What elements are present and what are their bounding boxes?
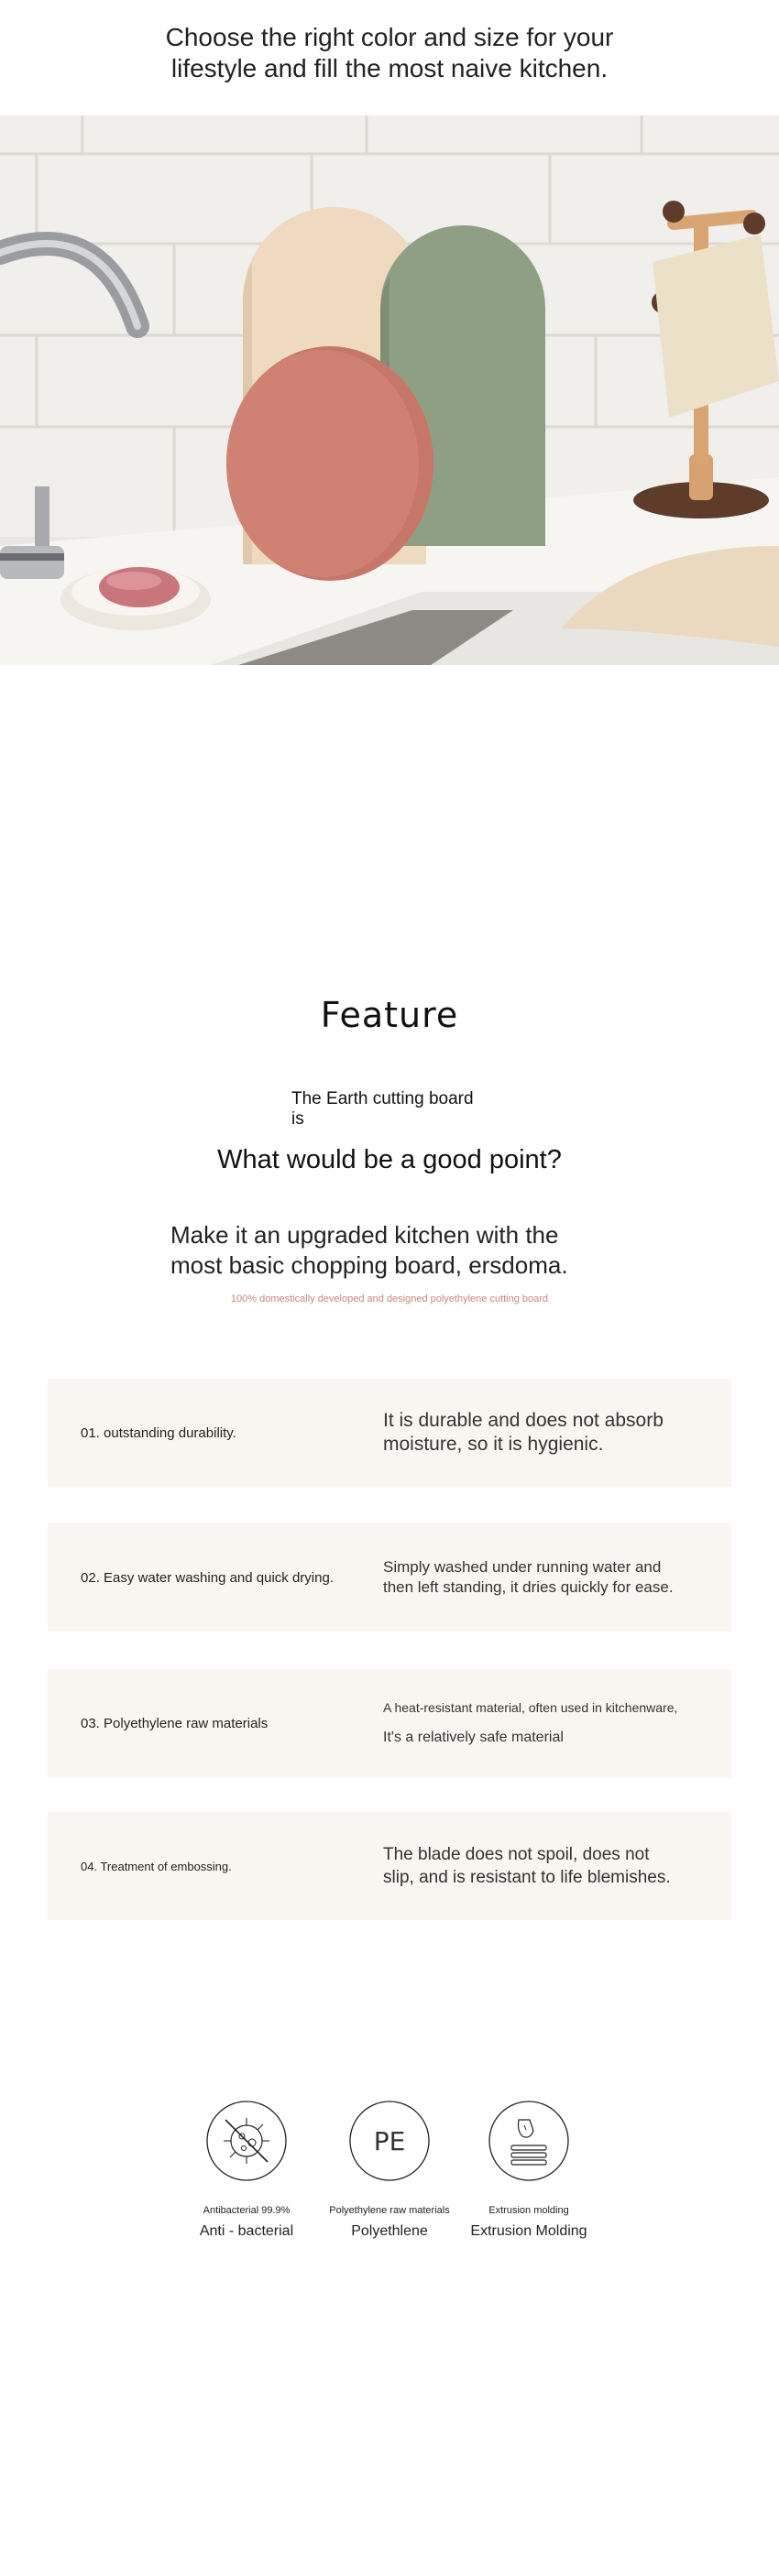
point-title: 01. outstanding durability.: [81, 1424, 236, 1441]
point-title: 02. Easy water washing and quick drying.: [81, 1569, 334, 1586]
antibacterial-icon: [205, 2100, 288, 2182]
badge-extrusion: [451, 2100, 607, 2240]
intro-line-2: lifestyle and fill the most naive kitchen.: [170, 54, 609, 82]
intro-line-1: Choose the right color and size for your: [165, 23, 614, 51]
point-title: 03. Polyethylene raw materials: [81, 1715, 269, 1731]
badge-small-label: Antibacterial 99.9%: [203, 2205, 291, 2216]
point-desc-line-1: A heat-resistant material, often used in kitchenware,: [383, 1700, 678, 1715]
feature-title: Feature: [320, 995, 459, 1035]
point-desc-line-2: then left standing, it dries quickly for ease.: [383, 1578, 674, 1596]
point-card-washing: [48, 1523, 731, 1632]
extrusion-molding-icon: [488, 2100, 570, 2182]
good-point-heading: What would be a good point?: [217, 1145, 562, 1174]
point-desc-line-2: It's a relatively safe material: [383, 1730, 564, 1745]
point-description: [383, 1379, 704, 1487]
badge-small-label: Extrusion molding: [488, 2205, 569, 2216]
badge-polyethylene: [312, 2100, 467, 2240]
point-card-polyethylene: [48, 1669, 731, 1777]
point-desc-line-2: slip, and is resistant to life blemishes.: [383, 1868, 671, 1887]
hero-image: [0, 115, 779, 665]
badge-antibacterial: [169, 2100, 324, 2240]
point-description: [383, 1812, 704, 1920]
upgrade-text: [170, 1220, 647, 1281]
pe-glyph: PE: [373, 2126, 406, 2156]
badge-label: Extrusion Molding: [470, 2223, 587, 2239]
point-desc-line-2: moisture, so it is hygienic.: [383, 1434, 604, 1455]
point-desc-line-1: Simply washed under running water and: [383, 1558, 662, 1576]
point-desc-line-1: It is durable and does not absorb: [383, 1410, 664, 1431]
earth-board-line-2: is: [291, 1109, 304, 1129]
hero-illustration: [0, 115, 779, 665]
point-description: [383, 1523, 704, 1632]
badge-icons-row: [0, 2100, 779, 2255]
badge-label: Anti - bacterial: [199, 2223, 294, 2239]
point-card-embossing: [48, 1812, 731, 1920]
badge-small-label: Polyethylene raw materials: [329, 2205, 450, 2216]
pe-icon: [348, 2100, 431, 2182]
point-description: [383, 1669, 704, 1777]
point-card-durability: [48, 1379, 731, 1487]
earth-board-text: [291, 1089, 493, 1130]
domestic-note: 100% domestically developed and designed polyethylene cutting board: [230, 1293, 549, 1304]
upgrade-line-2: most basic chopping board, ersdoma.: [170, 1251, 568, 1279]
earth-board-line-1: The Earth cutting board: [291, 1089, 474, 1108]
upgrade-line-1: Make it an upgraded kitchen with the: [170, 1221, 559, 1249]
point-title: 04. Treatment of embossing.: [81, 1859, 232, 1873]
point-desc-line-1: The blade does not spoil, does not: [383, 1845, 650, 1864]
badge-label: Polyethlene: [351, 2223, 428, 2239]
intro-text: [0, 22, 779, 84]
